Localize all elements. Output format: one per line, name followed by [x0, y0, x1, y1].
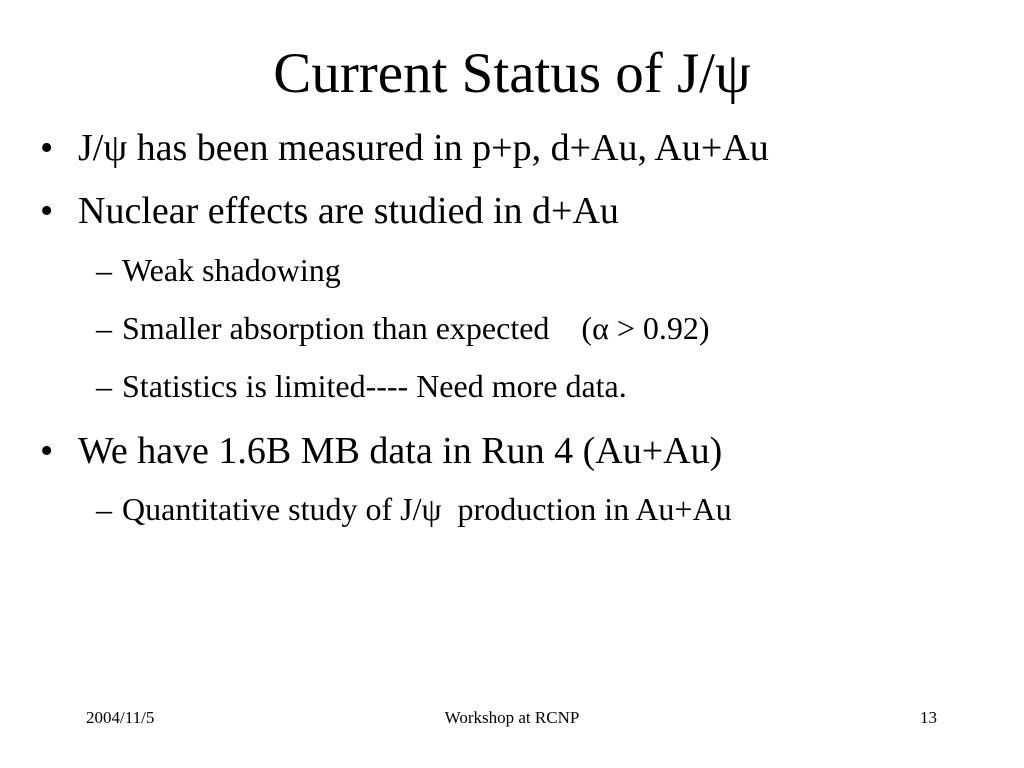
dash-marker: – [96, 310, 112, 346]
sub-bullet-text: Weak shadowing [122, 252, 341, 288]
bullet-text: Nuclear effects are studied in d+Au [78, 190, 619, 232]
footer-date: 2004/11/5 [86, 708, 155, 727]
footer-event: Workshop at RCNP [444, 708, 580, 727]
bullet-item [40, 429, 1000, 473]
sub-bullet-item [96, 367, 996, 405]
bullet-marker: • [40, 430, 54, 472]
sub-bullet-text: Statistics is limited---- Need more data. [122, 368, 627, 404]
sub-bullet-text: Quantitative study of J/ψ production in Au+Au [122, 491, 732, 527]
dash-marker: – [96, 368, 112, 404]
dash-marker: – [96, 491, 112, 527]
bullet-marker: • [40, 190, 54, 232]
sub-bullet-text: Smaller absorption than expected (α > 0.92) [122, 310, 710, 346]
dash-marker: – [96, 252, 112, 288]
sub-bullet-item [96, 490, 996, 528]
bullet-text: J/ψ has been measured in p+p, d+Au, Au+Au [78, 127, 769, 169]
bullet-item [40, 126, 1000, 170]
sub-bullet-item [96, 251, 996, 289]
slide-title: Current Status of J/ψ [273, 42, 751, 105]
bullet-item [40, 189, 1000, 233]
bullet-marker: • [40, 127, 54, 169]
page-number: 13 [920, 708, 937, 727]
sub-bullet-item [96, 309, 996, 347]
bullet-text: We have 1.6B MB data in Run 4 (Au+Au) [78, 430, 723, 472]
